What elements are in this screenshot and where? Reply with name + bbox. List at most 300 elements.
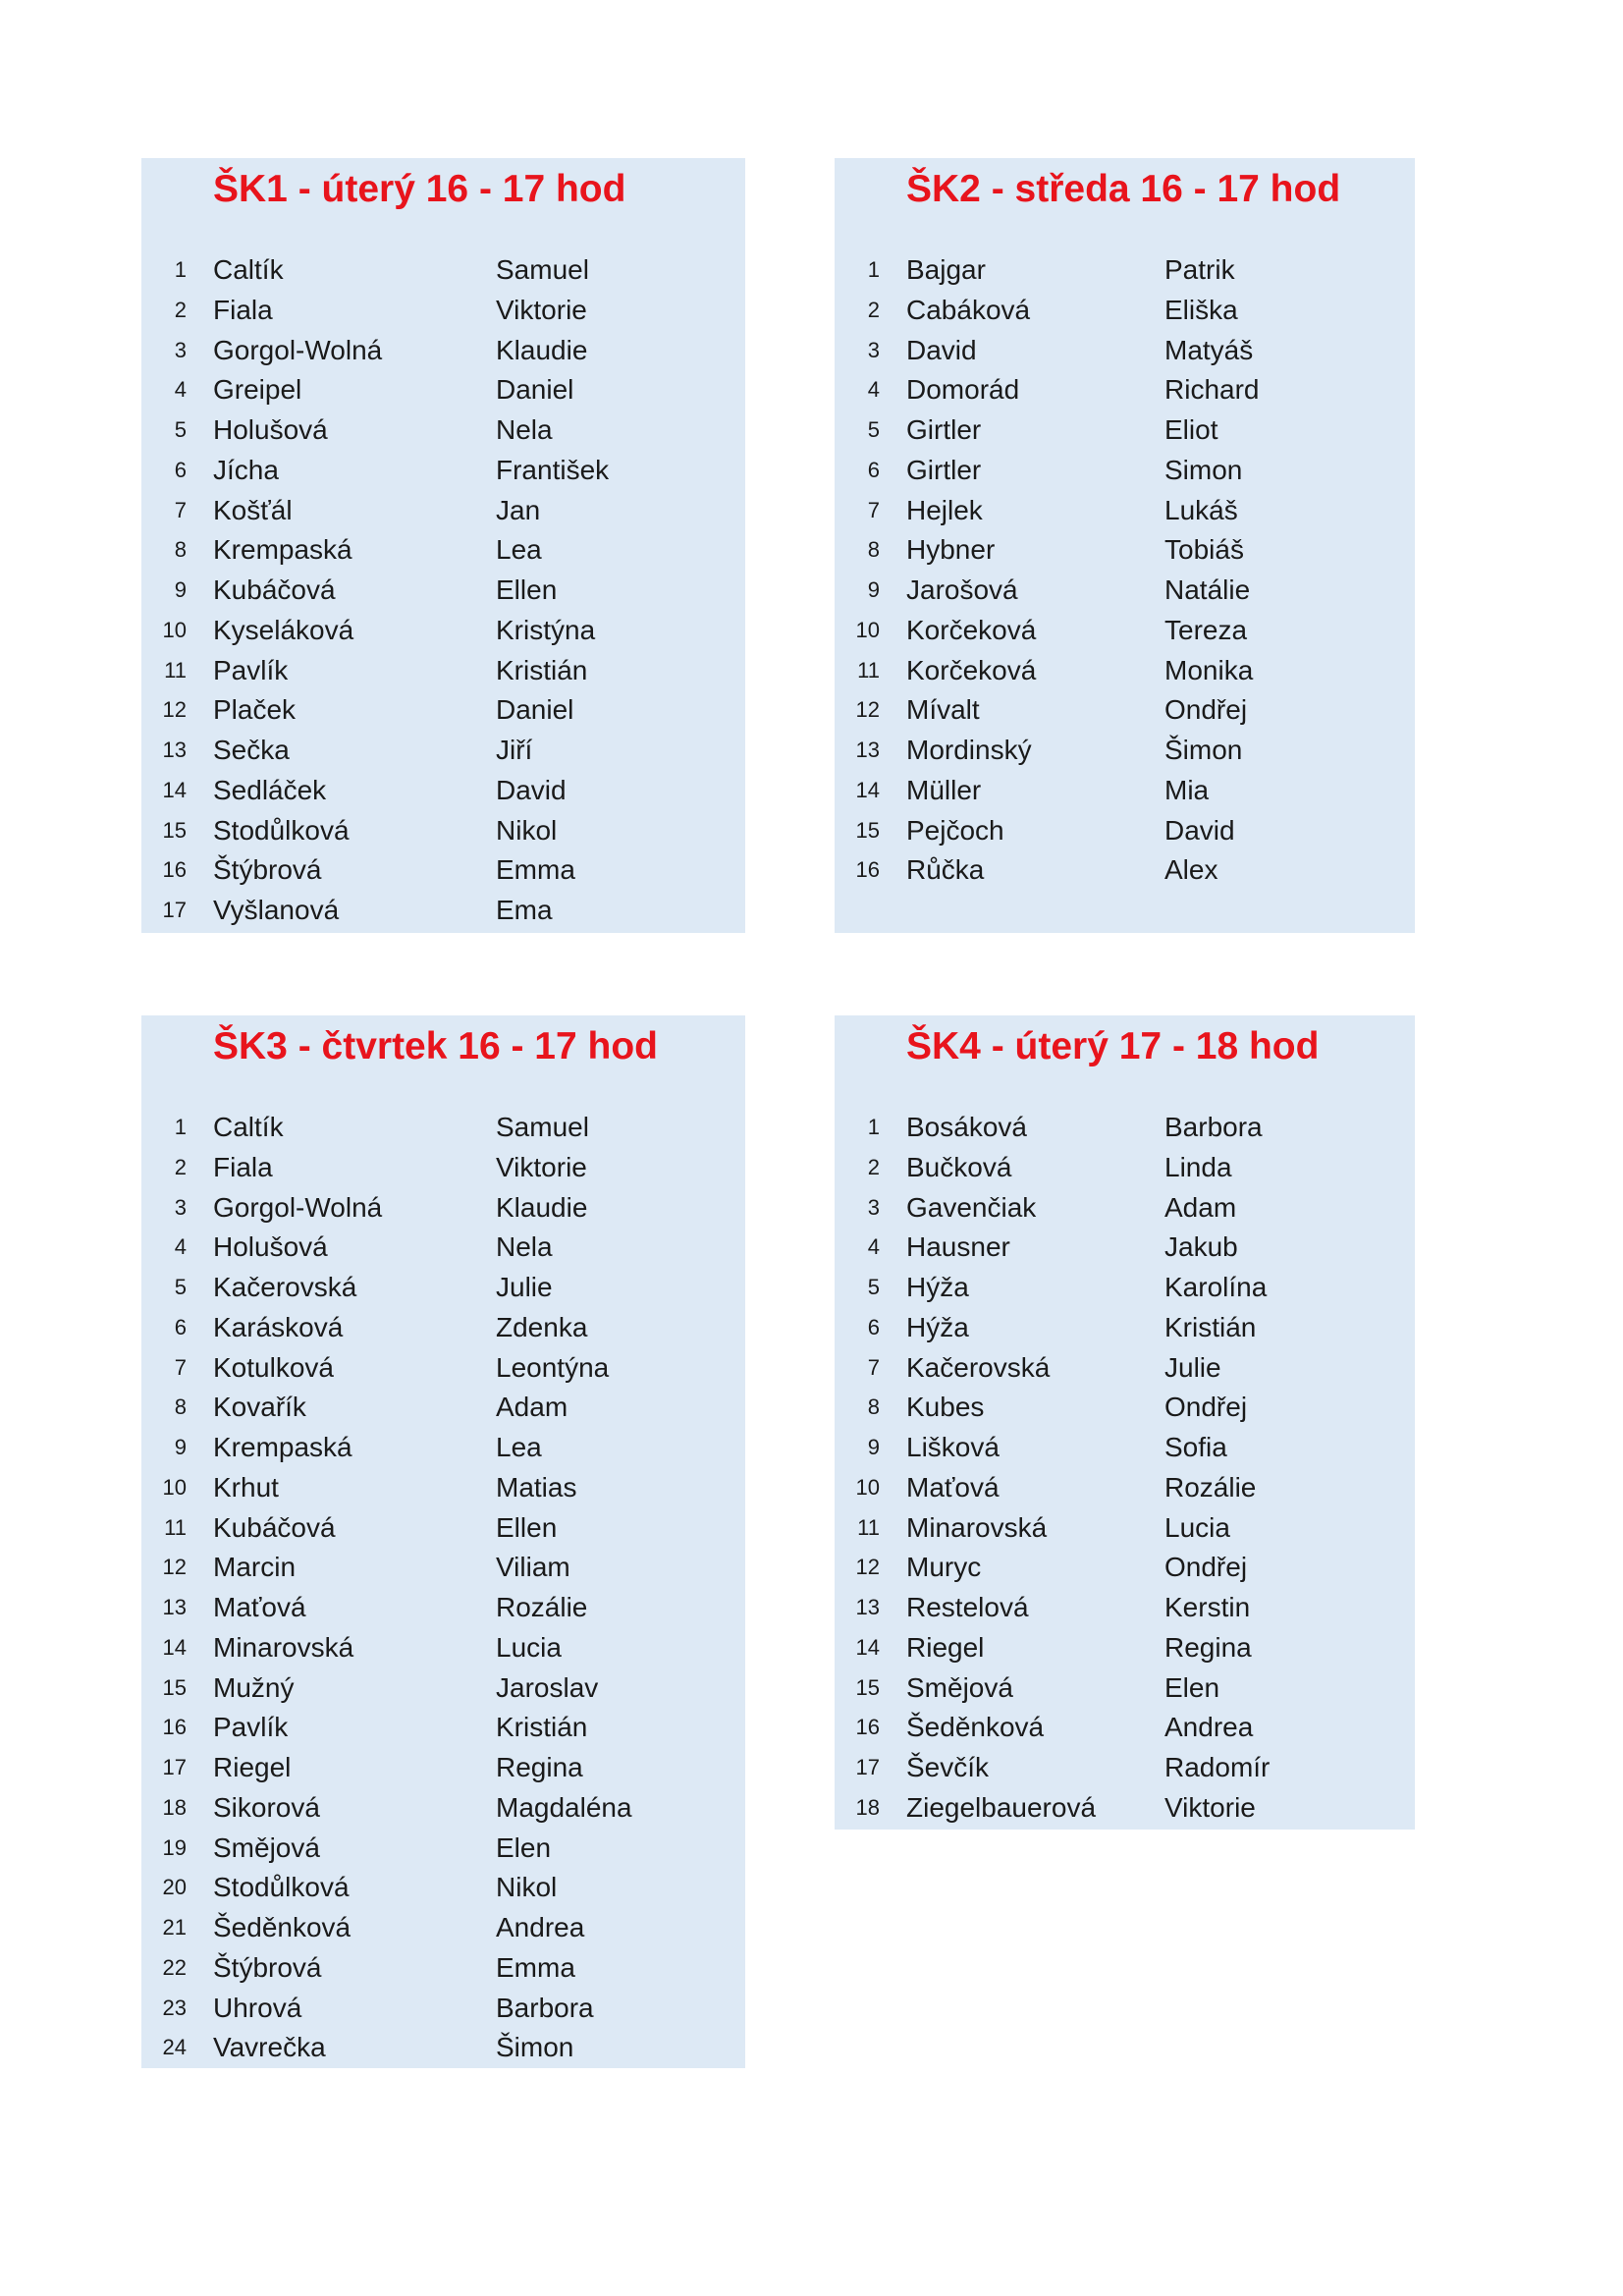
student-surname: Restelová <box>906 1592 1029 1622</box>
student-row <box>835 1428 1415 1468</box>
student-surname: Maťová <box>906 1471 1000 1503</box>
student-first-name: Rozálie <box>1164 1471 1257 1503</box>
student-number: 11 <box>164 1514 187 1540</box>
student-first-name: František <box>496 454 610 485</box>
student-first-name: Magdaléna <box>496 1791 632 1823</box>
student-first-name: Andrea <box>496 1912 585 1942</box>
student-number: 6 <box>867 457 880 482</box>
student-row <box>835 1508 1415 1549</box>
student-first-name: Viktorie <box>496 294 587 325</box>
student-number: 12 <box>855 1555 880 1580</box>
student-first-name: Tereza <box>1164 614 1248 645</box>
student-number: 15 <box>855 1674 880 1700</box>
student-surname: Smějová <box>213 1831 320 1863</box>
student-number: 1 <box>867 1115 880 1139</box>
student-surname: Kovařík <box>213 1392 306 1423</box>
student-row <box>141 451 745 491</box>
student-row <box>141 1508 745 1549</box>
student-number: 2 <box>867 1154 880 1179</box>
student-surname: Fiala <box>213 1151 273 1182</box>
student-first-name: Tobiáš <box>1164 534 1244 566</box>
student-row <box>141 410 745 451</box>
student-first-name: Nela <box>496 1231 553 1263</box>
student-number: 4 <box>867 377 880 403</box>
student-row <box>835 850 1415 891</box>
student-surname: Girtler <box>906 414 982 445</box>
student-number: 5 <box>174 417 187 442</box>
student-surname: Sedláček <box>213 774 327 805</box>
student-surname: Mordinský <box>906 735 1032 765</box>
student-surname: Smějová <box>906 1671 1013 1703</box>
student-surname: Hejlek <box>906 494 983 525</box>
student-surname: Stodůlková <box>213 814 350 846</box>
student-first-name: Samuel <box>496 254 589 285</box>
student-row <box>835 690 1415 731</box>
student-number: 7 <box>867 1354 880 1380</box>
student-first-name: Ondřej <box>1164 1392 1248 1423</box>
student-number: 13 <box>162 1595 187 1619</box>
student-row <box>835 651 1415 691</box>
student-number: 1 <box>174 257 187 282</box>
student-first-name: Elen <box>1164 1671 1220 1703</box>
student-row <box>141 491 745 531</box>
student-number: 22 <box>162 1954 187 1980</box>
student-surname: Pejčoch <box>906 814 1004 846</box>
student-row <box>835 1228 1415 1268</box>
student-surname: Vyšlanová <box>213 895 340 925</box>
student-first-name: Nikol <box>496 814 558 846</box>
student-first-name: Simon <box>1164 454 1243 485</box>
student-first-name: Kristián <box>496 1712 588 1743</box>
student-surname: Maťová <box>213 1592 306 1622</box>
student-row <box>835 451 1415 491</box>
student-first-name: Sofia <box>1164 1432 1227 1462</box>
student-surname: Greipel <box>213 374 302 406</box>
student-number: 15 <box>855 817 880 843</box>
student-surname: Štýbrová <box>213 854 322 886</box>
student-first-name: Klaudie <box>496 334 588 365</box>
student-number: 9 <box>867 577 880 602</box>
student-first-name: Linda <box>1164 1151 1232 1182</box>
student-surname: Gorgol-Wolná <box>213 334 383 365</box>
student-number: 23 <box>162 1995 187 2020</box>
student-first-name: Regina <box>1164 1631 1252 1663</box>
student-number: 12 <box>162 1555 187 1580</box>
student-first-name: Daniel <box>496 694 574 726</box>
group-sk4 <box>835 1015 1415 1830</box>
student-row <box>141 1989 745 2029</box>
student-first-name: Šimon <box>1164 735 1243 765</box>
student-surname: Cabáková <box>906 294 1031 325</box>
student-surname: Ziegelbauerová <box>906 1791 1097 1823</box>
student-row <box>141 771 745 811</box>
student-first-name: Viktorie <box>1164 1791 1256 1823</box>
student-surname: Karásková <box>213 1311 344 1342</box>
student-surname: Minarovská <box>213 1631 354 1663</box>
student-surname: Caltík <box>213 254 284 285</box>
student-number: 3 <box>174 1194 187 1220</box>
student-row <box>835 1588 1415 1628</box>
student-first-name: Lucia <box>496 1631 562 1663</box>
student-surname: Hýža <box>906 1311 969 1342</box>
student-first-name: Adam <box>496 1392 568 1423</box>
student-surname: Stodůlková <box>213 1872 350 1903</box>
student-first-name: Ondřej <box>1164 1552 1248 1583</box>
student-row <box>141 891 745 931</box>
student-surname: David <box>906 334 977 365</box>
student-surname: Muryc <box>906 1552 982 1583</box>
student-first-name: Jan <box>496 494 541 525</box>
student-row <box>141 250 745 291</box>
student-number: 13 <box>162 738 187 762</box>
student-number: 14 <box>855 777 880 802</box>
student-surname: Gavenčiak <box>906 1191 1037 1223</box>
student-surname: Marcin <box>213 1552 297 1583</box>
student-first-name: Radomír <box>1164 1752 1271 1782</box>
student-surname: Krempaská <box>213 534 352 566</box>
student-surname: Plaček <box>213 694 297 726</box>
student-first-name: Julie <box>1164 1351 1221 1383</box>
group-title: ŠK4 - úterý 17 - 18 hod <box>906 1025 1320 1067</box>
student-first-name: Jakub <box>1164 1231 1238 1263</box>
student-row <box>835 1468 1415 1508</box>
student-row <box>141 1108 745 1148</box>
student-row <box>141 1548 745 1588</box>
student-row <box>141 1708 745 1748</box>
student-list <box>141 1108 745 2068</box>
student-row <box>141 850 745 891</box>
student-first-name: Leontýna <box>496 1351 610 1383</box>
student-row <box>141 2028 745 2068</box>
student-number: 6 <box>867 1314 880 1339</box>
student-first-name: Kristián <box>496 654 588 685</box>
student-number: 17 <box>162 898 187 922</box>
student-surname: Růčka <box>906 854 985 886</box>
student-number: 6 <box>174 1314 187 1339</box>
student-surname: Krempaská <box>213 1432 352 1462</box>
student-first-name: Kristýna <box>496 614 596 645</box>
student-first-name: Klaudie <box>496 1191 588 1223</box>
student-first-name: David <box>1164 814 1235 846</box>
student-number: 18 <box>855 1794 880 1820</box>
student-surname: Hýža <box>906 1272 969 1302</box>
student-row <box>141 1308 745 1348</box>
student-surname: Vavrečka <box>213 2032 326 2063</box>
student-list <box>835 1108 1415 1829</box>
student-surname: Caltík <box>213 1112 284 1142</box>
student-list <box>141 250 745 931</box>
student-first-name: Monika <box>1164 654 1254 685</box>
student-row <box>141 1468 745 1508</box>
student-first-name: Viliam <box>496 1552 570 1583</box>
student-surname: Jícha <box>213 454 279 485</box>
student-surname: Girtler <box>906 454 982 485</box>
group-sk2 <box>835 158 1415 933</box>
student-number: 8 <box>174 1394 187 1420</box>
student-row <box>835 370 1415 410</box>
student-number: 7 <box>174 1354 187 1380</box>
student-number: 1 <box>174 1115 187 1139</box>
student-number: 16 <box>855 857 880 883</box>
student-first-name: Patrik <box>1164 254 1235 285</box>
student-first-name: Natálie <box>1164 574 1251 605</box>
student-surname: Štýbrová <box>213 1951 322 1983</box>
student-row <box>835 291 1415 331</box>
student-first-name: Ellen <box>496 1511 558 1543</box>
student-first-name: Mia <box>1164 774 1210 805</box>
student-surname: Kubes <box>906 1392 985 1423</box>
group-title: ŠK3 - čtvrtek 16 - 17 hod <box>213 1025 658 1067</box>
group-sk3 <box>141 1015 745 2068</box>
student-first-name: Eliot <box>1164 414 1218 445</box>
student-number: 9 <box>174 1435 187 1459</box>
student-row <box>141 370 745 410</box>
student-number: 16 <box>855 1715 880 1740</box>
student-first-name: Lucia <box>1164 1511 1230 1543</box>
student-first-name: Ellen <box>496 574 558 605</box>
student-first-name: Barbora <box>496 1992 594 2023</box>
student-number: 14 <box>162 777 187 802</box>
student-surname: Šeděnková <box>213 1912 352 1942</box>
student-first-name: Richard <box>1164 374 1260 406</box>
student-row <box>835 1628 1415 1668</box>
student-first-name: Karolína <box>1164 1272 1268 1302</box>
student-surname: Korčeková <box>906 654 1037 685</box>
student-number: 8 <box>174 537 187 563</box>
student-first-name: Samuel <box>496 1112 589 1142</box>
student-number: 10 <box>855 1474 880 1500</box>
student-number: 17 <box>855 1755 880 1779</box>
student-surname: Uhrová <box>213 1992 302 2023</box>
student-surname: Riegel <box>906 1631 985 1663</box>
student-number: 5 <box>174 1275 187 1299</box>
student-number: 5 <box>867 1275 880 1299</box>
student-row <box>141 571 745 611</box>
student-row <box>835 731 1415 771</box>
student-row <box>835 1308 1415 1348</box>
student-first-name: Eliška <box>1164 294 1238 325</box>
student-number: 7 <box>174 497 187 522</box>
student-row <box>835 410 1415 451</box>
student-surname: Kačerovská <box>213 1272 357 1302</box>
student-surname: Sikorová <box>213 1791 320 1823</box>
student-surname: Kyseláková <box>213 614 354 645</box>
student-number: 12 <box>162 697 187 723</box>
student-row <box>141 1188 745 1229</box>
student-surname: Minarovská <box>906 1511 1048 1543</box>
student-row <box>835 811 1415 851</box>
student-number: 7 <box>867 497 880 522</box>
student-number: 8 <box>867 537 880 563</box>
student-first-name: Viktorie <box>496 1151 587 1182</box>
student-row <box>141 1628 745 1668</box>
student-number: 9 <box>174 577 187 602</box>
student-number: 20 <box>162 1875 187 1900</box>
student-first-name: Elen <box>496 1831 552 1863</box>
student-number: 8 <box>867 1394 880 1420</box>
student-surname: Fiala <box>213 294 273 325</box>
student-row <box>141 811 745 851</box>
student-first-name: Alex <box>1164 854 1218 886</box>
student-number: 15 <box>162 1674 187 1700</box>
student-surname: Krhut <box>213 1471 279 1503</box>
student-first-name: Barbora <box>1164 1112 1263 1142</box>
student-surname: Lišková <box>906 1432 1000 1462</box>
student-row <box>835 1388 1415 1428</box>
student-first-name: Kerstin <box>1164 1592 1251 1622</box>
student-surname: Kačerovská <box>906 1351 1051 1383</box>
student-row <box>141 651 745 691</box>
student-number: 13 <box>855 1595 880 1619</box>
student-surname: Riegel <box>213 1752 292 1782</box>
student-row <box>835 1788 1415 1829</box>
student-surname: Bučková <box>906 1151 1012 1182</box>
student-number: 19 <box>162 1834 187 1860</box>
student-number: 14 <box>855 1634 880 1660</box>
student-first-name: Emma <box>496 854 575 886</box>
student-first-name: Emma <box>496 1951 575 1983</box>
student-number: 14 <box>162 1634 187 1660</box>
student-number: 3 <box>174 337 187 362</box>
student-number: 24 <box>162 2035 187 2060</box>
student-number: 4 <box>867 1234 880 1260</box>
student-surname: Ševčík <box>906 1752 990 1782</box>
student-row <box>835 1708 1415 1748</box>
student-first-name: Matias <box>496 1471 577 1503</box>
student-number: 13 <box>855 738 880 762</box>
student-surname: Holušová <box>213 1231 328 1263</box>
student-first-name: Regina <box>496 1752 583 1782</box>
student-number: 11 <box>857 1514 880 1540</box>
student-first-name: Ema <box>496 895 553 925</box>
group-sk1 <box>141 158 745 933</box>
student-row <box>835 331 1415 371</box>
student-first-name: Adam <box>1164 1191 1237 1223</box>
student-surname: Pavlík <box>213 1712 289 1743</box>
student-row <box>141 1948 745 1989</box>
student-surname: Kubáčová <box>213 574 336 605</box>
student-surname: Domorád <box>906 374 1020 406</box>
student-surname: Košťál <box>213 494 293 525</box>
student-surname: Mužný <box>213 1671 295 1703</box>
student-row <box>835 611 1415 651</box>
student-surname: Korčeková <box>906 614 1037 645</box>
student-number: 10 <box>162 617 187 642</box>
student-row <box>141 1748 745 1788</box>
student-surname: Gorgol-Wolná <box>213 1191 383 1223</box>
student-first-name: Jaroslav <box>496 1671 599 1703</box>
student-row <box>835 491 1415 531</box>
student-row <box>835 250 1415 291</box>
student-row <box>141 690 745 731</box>
student-row <box>141 331 745 371</box>
student-row <box>141 1829 745 1869</box>
student-surname: Kotulková <box>213 1351 334 1383</box>
student-list <box>835 250 1415 891</box>
student-number: 17 <box>162 1755 187 1779</box>
student-first-name: Kristián <box>1164 1311 1257 1342</box>
student-number: 5 <box>867 417 880 442</box>
student-row <box>835 1748 1415 1788</box>
student-surname: Sečka <box>213 735 290 765</box>
student-number: 4 <box>174 377 187 403</box>
student-surname: Kubáčová <box>213 1511 336 1543</box>
student-surname: Bosáková <box>906 1112 1027 1142</box>
student-first-name: Julie <box>496 1272 553 1302</box>
student-number: 11 <box>164 657 187 683</box>
student-first-name: Daniel <box>496 374 574 406</box>
student-first-name: Šimon <box>496 2032 574 2063</box>
student-number: 15 <box>162 817 187 843</box>
student-row <box>141 1228 745 1268</box>
student-row <box>835 1268 1415 1308</box>
student-first-name: Jiří <box>496 735 533 765</box>
student-number: 16 <box>162 857 187 883</box>
student-row <box>835 1108 1415 1148</box>
student-row <box>141 530 745 571</box>
student-surname: Pavlík <box>213 654 289 685</box>
student-row <box>141 1268 745 1308</box>
student-row <box>141 1348 745 1389</box>
student-row <box>835 1668 1415 1709</box>
student-row <box>835 1348 1415 1389</box>
student-surname: Mívalt <box>906 694 980 726</box>
student-row <box>141 1428 745 1468</box>
student-number: 3 <box>867 337 880 362</box>
student-surname: Šeděnková <box>906 1712 1045 1743</box>
student-row <box>141 1148 745 1188</box>
student-number: 12 <box>855 697 880 723</box>
student-surname: Hausner <box>906 1231 1010 1263</box>
student-row <box>141 731 745 771</box>
student-surname: Hybner <box>906 534 996 566</box>
group-title: ŠK2 - středa 16 - 17 hod <box>906 168 1341 210</box>
student-number: 21 <box>162 1915 187 1940</box>
student-surname: Holušová <box>213 414 328 445</box>
student-row <box>141 1388 745 1428</box>
student-number: 18 <box>162 1794 187 1820</box>
student-number: 10 <box>162 1474 187 1500</box>
student-surname: Jarošová <box>906 574 1018 605</box>
student-surname: Müller <box>906 774 982 805</box>
student-first-name: Lukáš <box>1164 494 1238 525</box>
student-row <box>141 1908 745 1948</box>
student-number: 6 <box>174 457 187 482</box>
student-number: 2 <box>174 297 187 322</box>
student-number: 16 <box>162 1715 187 1740</box>
student-row <box>141 1868 745 1908</box>
student-row <box>141 291 745 331</box>
student-row <box>835 530 1415 571</box>
student-first-name: Nela <box>496 414 553 445</box>
student-first-name: Nikol <box>496 1872 558 1903</box>
student-row <box>141 1668 745 1709</box>
student-row <box>835 571 1415 611</box>
student-row <box>835 771 1415 811</box>
student-surname: Bajgar <box>906 254 986 285</box>
student-number: 2 <box>867 297 880 322</box>
student-first-name: David <box>496 774 567 805</box>
student-number: 9 <box>867 1435 880 1459</box>
student-first-name: Ondřej <box>1164 694 1248 726</box>
student-row <box>141 611 745 651</box>
student-number: 1 <box>867 257 880 282</box>
student-number: 11 <box>857 657 880 683</box>
student-first-name: Lea <box>496 1432 542 1462</box>
student-number: 4 <box>174 1234 187 1260</box>
student-number: 2 <box>174 1154 187 1179</box>
student-first-name: Zdenka <box>496 1311 588 1342</box>
